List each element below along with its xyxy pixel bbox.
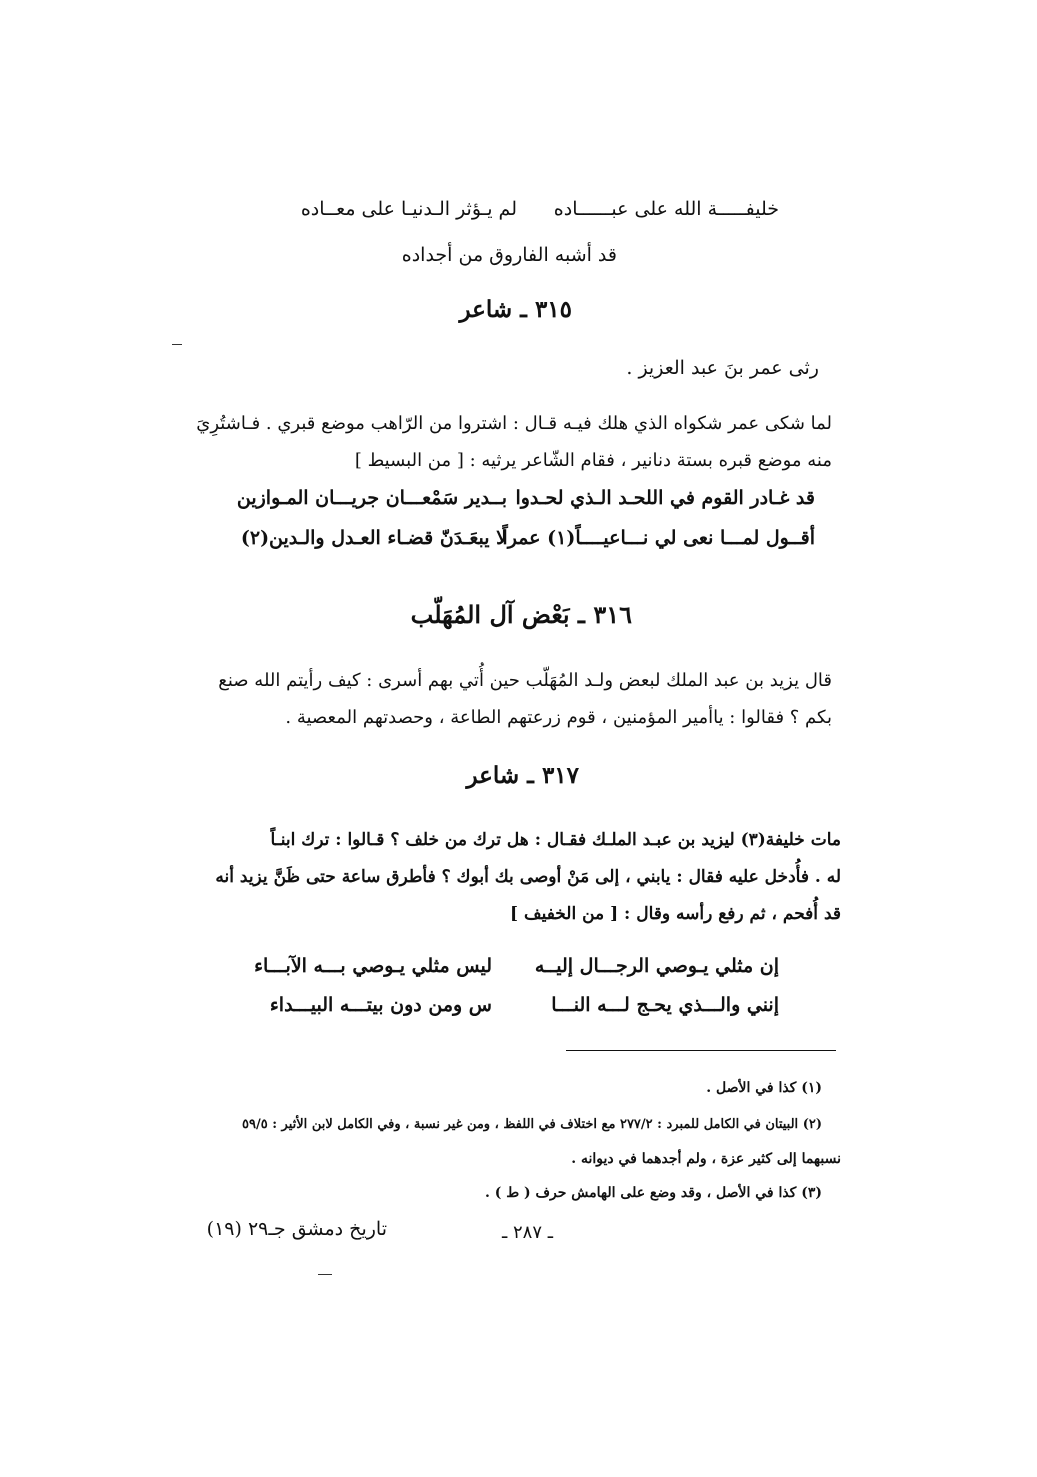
- section-315-para-line: منه موضع قبره بستة دنانير ، فقام الشّاعر يرثيه : [ من البسيط ]: [354, 450, 832, 471]
- section-317-paragraph: [196, 822, 841, 933]
- section-317-verse1-left: ليس مثلي يـوصي بـــه الآبـــاء: [254, 955, 492, 977]
- opening-hemistich-right: خليفـــــة الله على عبــــــاده: [553, 198, 779, 220]
- section-315-verse1-left: بــدير سَمْعـــان جريـــان المـوازين: [236, 487, 507, 509]
- scan-mark: [172, 344, 182, 345]
- footnote-2-line-1: (٢) البيتان في الكامل للمبرد : ٢٧٧/٢ مع اختلاف في اللفظ ، ومن غير نسبة ، وفي الكامل لابن الأثير : ٥٩/٥: [242, 1117, 822, 1132]
- book-volume-label: تاريخ دمشق جـ٢٩ (١٩): [206, 1218, 387, 1240]
- footnote-1: (١) كذا في الأصل .: [706, 1080, 822, 1096]
- section-316-heading: ٣١٦ ـ بَعْض آل المُهَلّب: [410, 600, 632, 629]
- section-317-para-line: قد أُفحم ، ثم رفع رأسه وقال : [ من الخفيف ]: [510, 904, 841, 924]
- section-317-para-line: له . فأُدخل عليه فقال : يابني ، إلى مَنْ أوصى بك أبوك ؟ فأطرق ساعة حتى ظَنَّ يزيد أنه: [215, 867, 841, 887]
- opening-single-line: قد أشبه الفاروق من أجداده: [401, 244, 617, 266]
- section-315-intro: رثى عمر بنَ عبد العزيز .: [626, 357, 819, 379]
- section-315-heading: ٣١٥ ـ شاعر: [459, 296, 572, 323]
- footnote-separator: [566, 1050, 836, 1051]
- footnote-3: (٣) كذا في الأصل ، وقد وضع على الهامش حرف ( ط ) .: [484, 1185, 822, 1201]
- page-number: ـ ٢٨٧ ـ: [501, 1222, 553, 1243]
- scan-mark: [318, 1274, 332, 1275]
- section-317-verse2-left: س ومن دون بيتـــه البيـــداء: [269, 994, 492, 1016]
- section-317-heading: ٣١٧ ـ شاعر: [466, 762, 579, 789]
- section-317-para-line: مات خليفة(٣) ليزيد بن عبـد الملـك فقـال : هل ترك من خلف ؟ قـالوا : ترك ابنـاً: [270, 830, 841, 850]
- footnote-2-line-2: نسبهما إلى كثير عزة ، ولم أجدهما في ديوانه .: [571, 1151, 841, 1167]
- section-315-verse2-right: أقــول لمـــا نعى لي نـــاعيــــاً(١) عمراً: [502, 527, 815, 549]
- section-316-paragraph: [196, 662, 832, 736]
- section-317-verse1-right: إن مثلي يـوصي الرجـــال إليــه: [534, 955, 779, 977]
- section-316-para-line: بكم ؟ فقالوا : ياأمير المؤمنين ، قوم زرعتهم الطاعة ، وحصدتهم المعصية .: [285, 707, 832, 728]
- section-315-verse1-right: قد غـادر القوم في اللحـد الـذي لحـدوا: [515, 487, 815, 509]
- section-316-para-line: قال يزيد بن عبد الملك لبعض ولـد المُهَلّب حين أُتي بهم أسرى : كيف رأيتم الله صنع: [218, 670, 832, 691]
- opening-hemistich-left: لم يـؤثر الـدنيـا على معــاده: [300, 198, 517, 220]
- section-315-verse2-left: لا يبعَـدَنّ قضـاء العـدل والـدين(٢): [240, 527, 507, 549]
- section-317-verse2-right: إنني والـــذي يحـج لـــه النـــا: [551, 994, 779, 1016]
- section-315-paragraph: [196, 405, 832, 479]
- section-315-para-line: لما شكى عمر شكواه الذي هلك فيـه قـال : اشتروا من الرّاهب موضع قبري . فـاشتُرِيَ: [196, 413, 832, 434]
